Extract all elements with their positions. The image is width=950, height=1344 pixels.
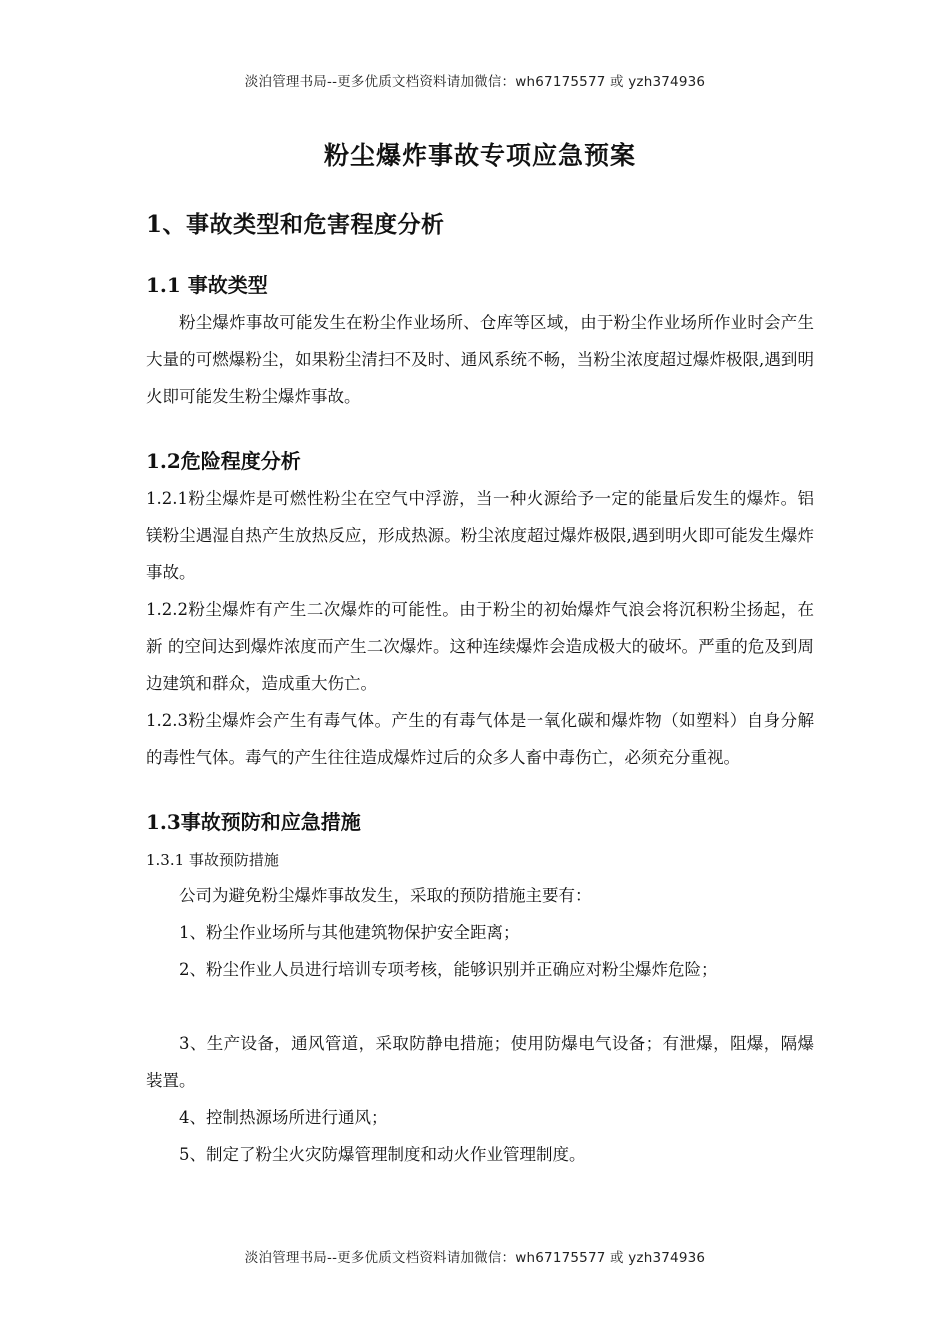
list-item: 4、控制热源场所进行通风； <box>179 1108 388 1127</box>
section-1-3-heading: 1.3事故预防和应急措施 <box>146 810 361 834</box>
blank-line <box>146 988 814 1025</box>
section-1-2-2-paragraph: 1.2.2粉尘爆炸有产生二次爆炸的可能性。由于粉尘的初始爆炸气浪会将沉积粉尘扬起，在新 的空间达到爆炸浓度而产生二次爆炸。这种连续爆炸会造成极大的破坏。严重的危及到周边建筑和群众，造成重大伤亡。 <box>146 600 814 693</box>
page-header: 淡泊管理书局--更多优质文档资料请加微信：wh67175577 或 yzh374936 <box>244 74 706 90</box>
list-item: 5、制定了粉尘火灾防爆管理制度和动火作业管理制度。 <box>179 1145 586 1164</box>
document-title: 粉尘爆炸事故专项应急预案 <box>323 141 636 170</box>
section-1-2-1-paragraph: 1.2.1粉尘爆炸是可燃性粉尘在空气中浮游，当一种火源给予一定的能量后发生的爆炸。铝镁粉尘遇湿自热产生放热反应，形成热源。粉尘浓度超过爆炸极限,遇到明火即可能发生爆炸事故。 <box>146 489 814 582</box>
section-1-heading: 1、事故类型和危害程度分析 <box>146 211 445 238</box>
list-item: 1、粉尘作业场所与其他建筑物保护安全距离； <box>179 923 520 942</box>
section-1-2-3-paragraph: 1.2.3粉尘爆炸会产生有毒气体。产生的有毒气体是一氧化碳和爆炸物（如塑料）自身分解的毒性气体。毒气的产生往往造成爆炸过后的众多人畜中毒伤亡，必须充分重视。 <box>146 711 814 767</box>
list-item: 2、粉尘作业人员进行培训专项考核，能够识别并正确应对粉尘爆炸危险； <box>179 960 718 979</box>
prevention-intro: 公司为避免粉尘爆炸事故发生，采取的预防措施主要有： <box>179 886 592 905</box>
section-1-3-1-label: 1.3.1 事故预防措施 <box>146 851 279 869</box>
section-1-2-heading: 1.2危险程度分析 <box>146 449 301 473</box>
section-1-1-heading: 1.1 事故类型 <box>146 273 268 297</box>
document-body <box>146 130 814 1173</box>
list-item: 3、生产设备，通风管道，采取防静电措施；使用防爆电气设备；有泄爆，阻爆，隔爆装置。 <box>146 1034 814 1090</box>
page-footer: 淡泊管理书局--更多优质文档资料请加微信：wh67175577 或 yzh374936 <box>244 1250 706 1266</box>
section-1-1-paragraph: 粉尘爆炸事故可能发生在粉尘作业场所、仓库等区域，由于粉尘作业场所作业时会产生大量的可燃爆粉尘，如果粉尘清扫不及时、通风系统不畅，当粉尘浓度超过爆炸极限,遇到明火即可能发生粉尘爆炸事故。 <box>146 313 814 406</box>
